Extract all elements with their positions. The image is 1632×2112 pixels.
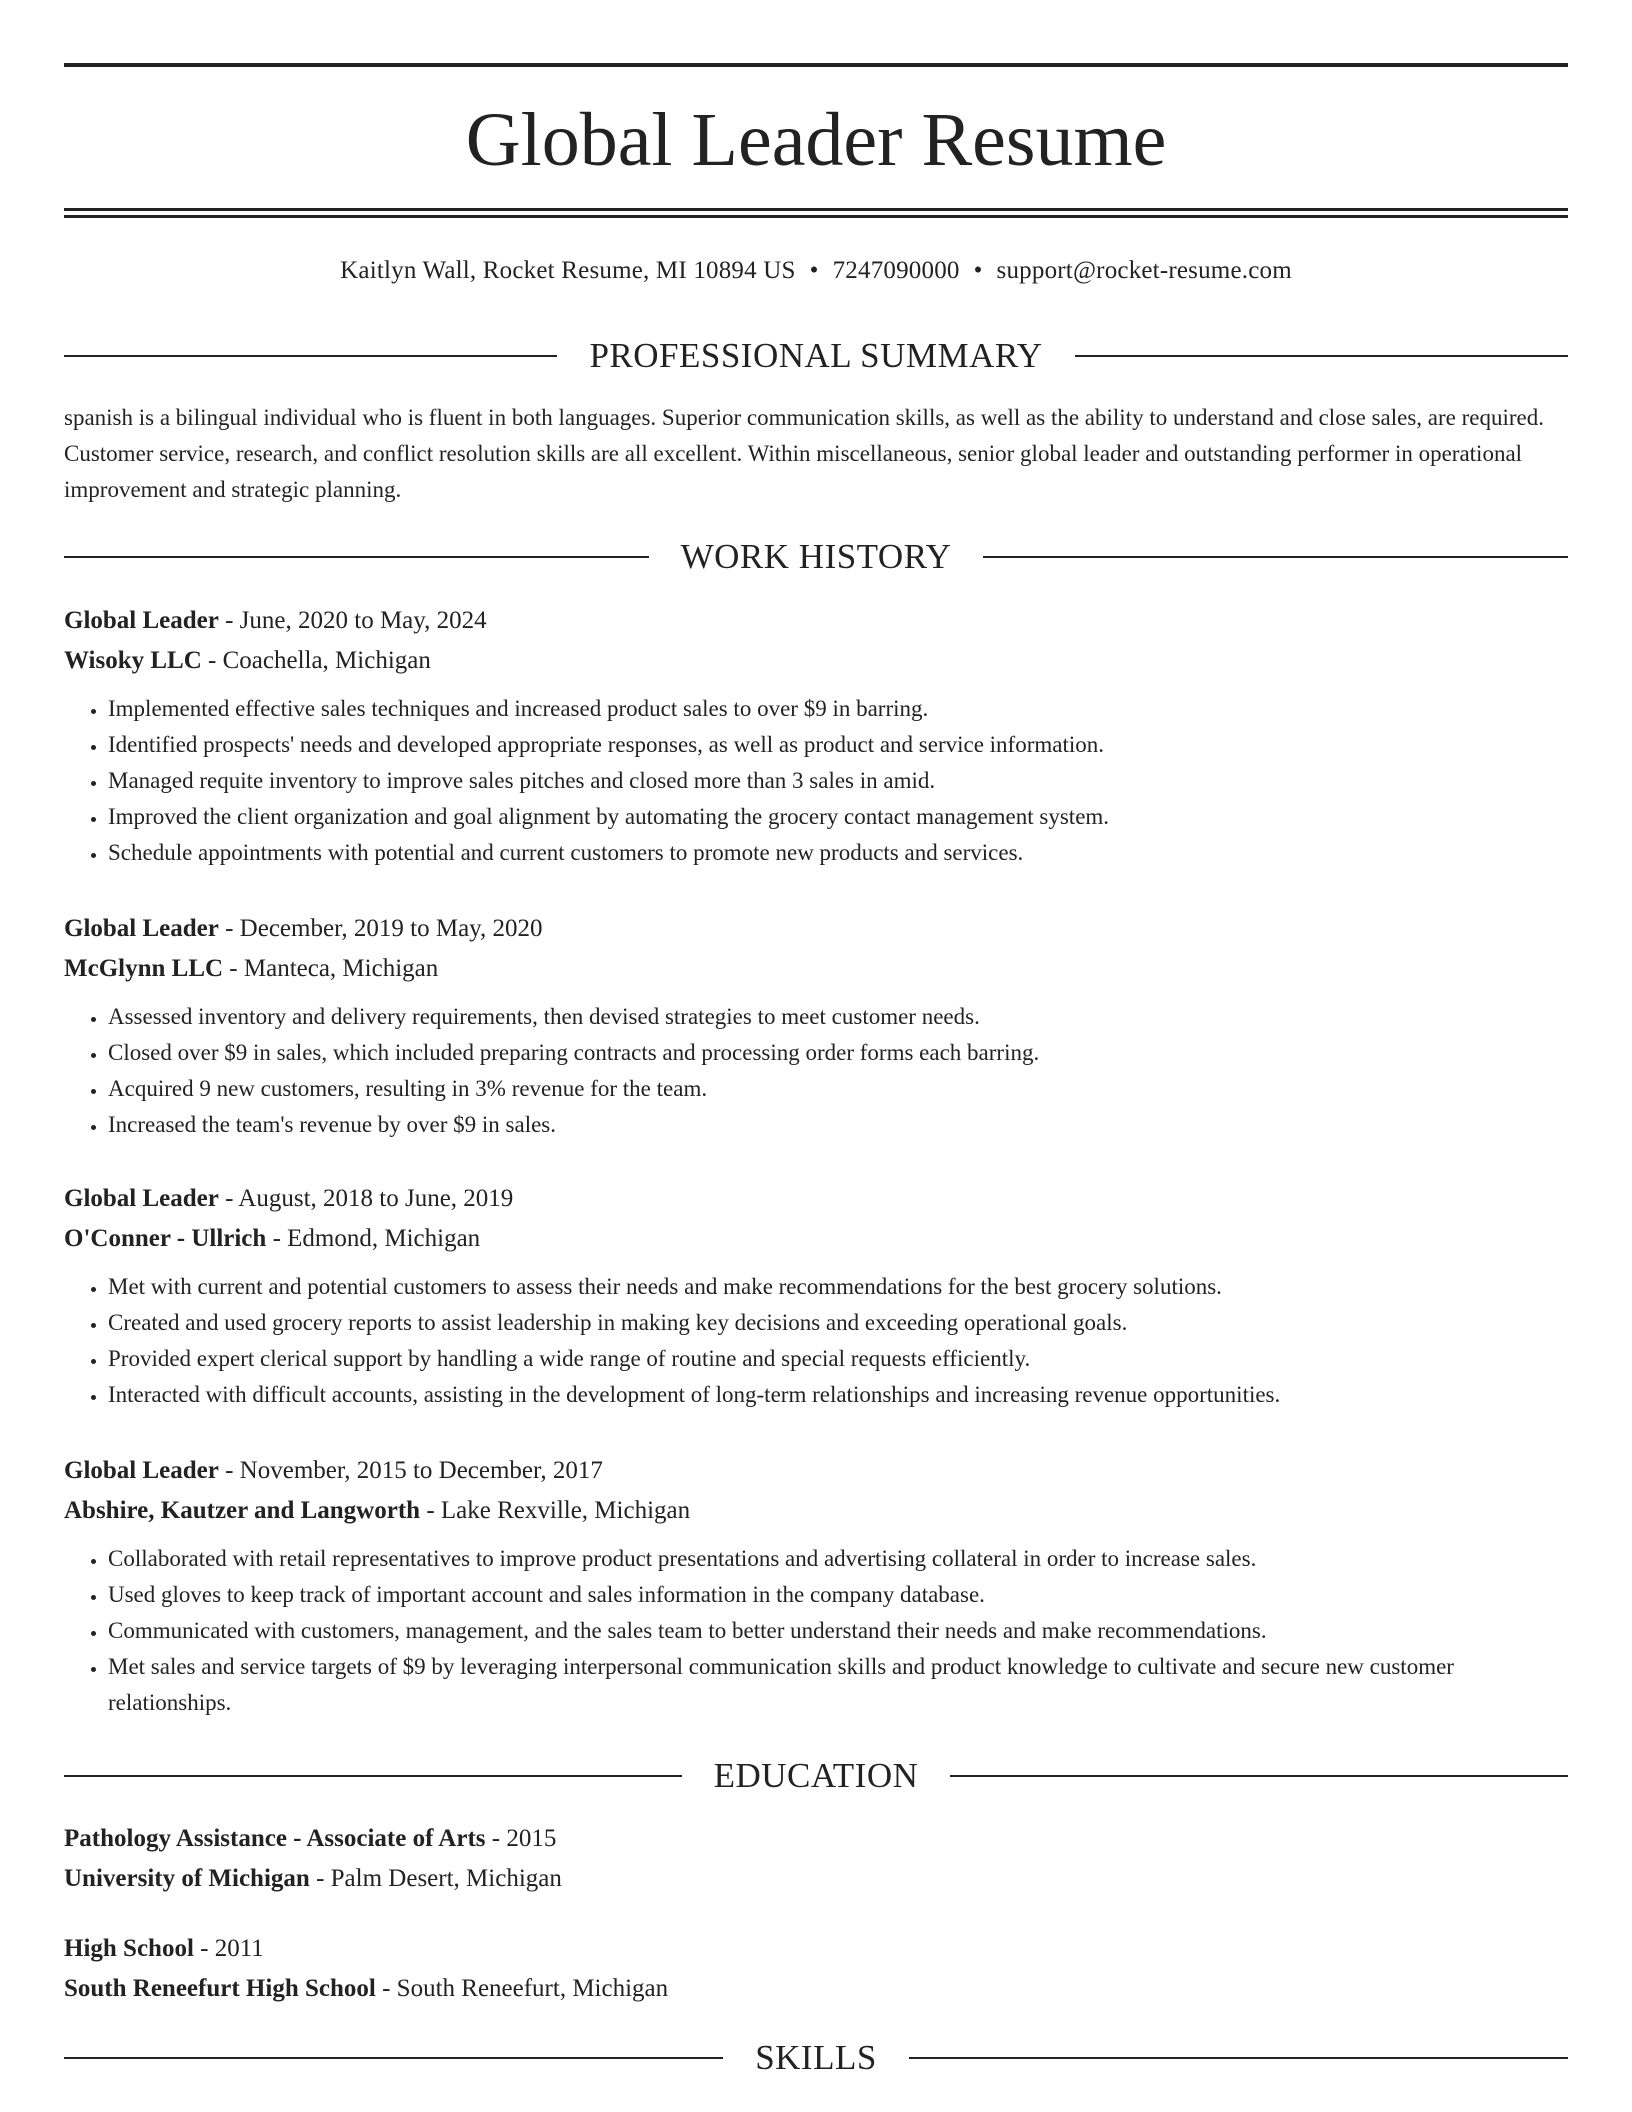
job-bullet: • Met with current and potential customers to assess their needs and make recommendations for the best grocery solutions. bbox=[108, 1269, 1568, 1305]
job-bullet: • Created and used grocery reports to assist leadership in making key decisions and exceeding operational goals. bbox=[108, 1305, 1568, 1341]
job-bullet: • Implemented effective sales techniques and increased product sales to over $9 in barring. bbox=[108, 691, 1568, 727]
job-company-line bbox=[64, 951, 1568, 987]
divider bbox=[983, 556, 1568, 558]
job-bullets bbox=[64, 1541, 1568, 1721]
divider bbox=[1075, 355, 1568, 357]
contact-separator: • bbox=[809, 257, 819, 284]
page-title: Global Leader Resume bbox=[465, 98, 1167, 182]
job-entry bbox=[64, 603, 1568, 871]
education-entry bbox=[64, 1821, 1568, 1897]
job-company: Abshire, Kautzer and Langworth bbox=[64, 1497, 421, 1524]
job-company-line bbox=[64, 1493, 1568, 1529]
job-bullets bbox=[64, 691, 1568, 871]
education-degree: Pathology Assistance - Associate of Arts bbox=[64, 1825, 486, 1852]
job-bullet: • Assessed inventory and delivery requirements, then devised strategies to meet customer needs. bbox=[108, 999, 1568, 1035]
job-title-line bbox=[64, 603, 1568, 639]
job-title: Global Leader bbox=[64, 607, 219, 634]
job-bullet: • Communicated with customers, management, and the sales team to better understand their needs and make recommendations. bbox=[108, 1613, 1568, 1649]
section-header-summary bbox=[64, 334, 1568, 378]
job-bullet: • Improved the client organization and goal alignment by automating the grocery contact management system. bbox=[108, 799, 1568, 835]
job-title: Global Leader bbox=[64, 1185, 219, 1212]
job-entry bbox=[64, 1453, 1568, 1721]
section-header-education bbox=[64, 1754, 1568, 1798]
job-entry bbox=[64, 911, 1568, 1143]
job-company-line bbox=[64, 1221, 1568, 1257]
job-company: Wisoky LLC bbox=[64, 647, 202, 674]
contact-email: support@rocket-resume.com bbox=[996, 257, 1292, 284]
job-title: Global Leader bbox=[64, 1457, 219, 1484]
job-title: Global Leader bbox=[64, 915, 219, 942]
section-title: WORK HISTORY bbox=[680, 537, 952, 576]
education-entry bbox=[64, 1931, 1568, 2007]
job-title-line bbox=[64, 1453, 1568, 1489]
job-dates: - August, 2018 to June, 2019 bbox=[218, 1185, 514, 1212]
contact-separator: • bbox=[973, 257, 983, 284]
education-year: - 2015 bbox=[485, 1825, 557, 1852]
job-entry bbox=[64, 1181, 1568, 1413]
job-bullet: • Increased the team's revenue by over $9 in sales. bbox=[108, 1107, 1568, 1143]
job-bullet: • Met sales and service targets of $9 by leveraging interpersonal communication skills and product knowledge to cultivate and secure new customer relationships. bbox=[108, 1649, 1568, 1721]
education-school-line bbox=[64, 1861, 1568, 1897]
job-company-line bbox=[64, 643, 1568, 679]
top-rule bbox=[64, 63, 1568, 67]
education-year: - 2011 bbox=[193, 1935, 264, 1962]
job-location: - Manteca, Michigan bbox=[223, 955, 439, 982]
education-location: - South Reneefurt, Michigan bbox=[375, 1975, 669, 2002]
job-location: - Edmond, Michigan bbox=[266, 1225, 481, 1252]
divider bbox=[909, 2057, 1568, 2059]
education-school: University of Michigan bbox=[64, 1865, 310, 1892]
job-dates: - June, 2020 to May, 2024 bbox=[218, 607, 487, 634]
job-bullet: • Collaborated with retail representatives to improve product presentations and advertising collateral in order to increase sales. bbox=[108, 1541, 1568, 1577]
job-bullet: • Schedule appointments with potential and current customers to promote new products and services. bbox=[108, 835, 1568, 871]
section-header-work-history bbox=[64, 535, 1568, 579]
job-title-line bbox=[64, 911, 1568, 947]
education-degree: High School bbox=[64, 1935, 194, 1962]
divider bbox=[950, 1775, 1568, 1777]
divider bbox=[64, 2057, 723, 2059]
job-company: McGlynn LLC bbox=[64, 955, 224, 982]
job-bullet: • Managed requite inventory to improve sales pitches and closed more than 3 sales in amid. bbox=[108, 763, 1568, 799]
divider bbox=[64, 355, 557, 357]
job-bullets bbox=[64, 999, 1568, 1143]
job-dates: - December, 2019 to May, 2020 bbox=[218, 915, 543, 942]
job-title-line bbox=[64, 1181, 1568, 1217]
education-school-line bbox=[64, 1971, 1568, 2007]
section-title: EDUCATION bbox=[713, 1756, 919, 1795]
contact-line bbox=[64, 254, 1568, 288]
education-school: South Reneefurt High School bbox=[64, 1975, 376, 2002]
education-location: - Palm Desert, Michigan bbox=[309, 1865, 562, 1892]
education-degree-line bbox=[64, 1821, 1568, 1857]
section-header-skills bbox=[64, 2036, 1568, 2080]
section-title: PROFESSIONAL SUMMARY bbox=[589, 336, 1043, 375]
education-degree-line bbox=[64, 1931, 1568, 1967]
contact-address: Kaitlyn Wall, Rocket Resume, MI 10894 US bbox=[340, 257, 796, 284]
job-bullet: • Acquired 9 new customers, resulting in 3% revenue for the team. bbox=[108, 1071, 1568, 1107]
job-dates: - November, 2015 to December, 2017 bbox=[218, 1457, 603, 1484]
summary-text: spanish is a bilingual individual who is fluent in both languages. Superior communication skills, as well as the ability to understand and close sales, are required. Customer service, research, and conflict resolution skills are all excellent. Within miscellaneous, senior global leader and outstanding performer in operational improvement and strategic planning. bbox=[64, 405, 1545, 502]
job-bullets bbox=[64, 1269, 1568, 1413]
job-bullet: • Provided expert clerical support by handling a wide range of routine and special requests efficiently. bbox=[108, 1341, 1568, 1377]
contact-phone: 7247090000 bbox=[832, 257, 960, 284]
job-bullet: • Identified prospects' needs and developed appropriate responses, as well as product and service information. bbox=[108, 727, 1568, 763]
job-bullet: • Interacted with difficult accounts, assisting in the development of long-term relationships and increasing revenue opportunities. bbox=[108, 1377, 1568, 1413]
job-location: - Lake Rexville, Michigan bbox=[420, 1497, 691, 1524]
job-location: - Coachella, Michigan bbox=[201, 647, 431, 674]
job-bullet: • Used gloves to keep track of important account and sales information in the company database. bbox=[108, 1577, 1568, 1613]
job-company: O'Conner - Ullrich bbox=[64, 1225, 267, 1252]
job-bullet: • Closed over $9 in sales, which included preparing contracts and processing order forms each barring. bbox=[108, 1035, 1568, 1071]
divider bbox=[64, 1775, 682, 1777]
divider bbox=[64, 556, 649, 558]
section-title: SKILLS bbox=[755, 2038, 877, 2077]
title-double-rule bbox=[64, 208, 1568, 218]
